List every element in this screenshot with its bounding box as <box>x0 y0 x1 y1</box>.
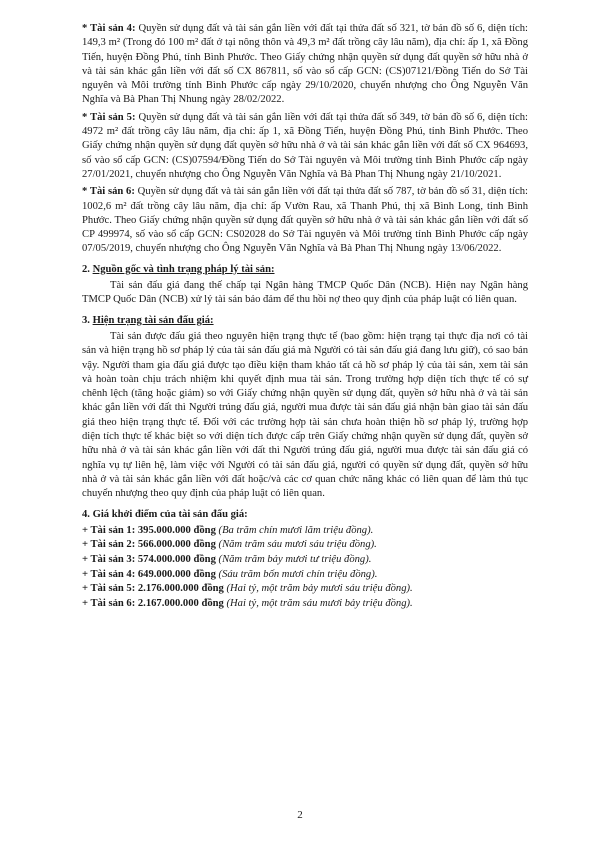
price-words: (Năm trăm bảy mươi tư triệu đồng). <box>215 553 372 565</box>
price-words: (Hai tỷ, một trăm bảy mươi sáu triệu đồng). <box>223 583 413 595</box>
price-words: (Sáu trăm bốn mươi chín triệu đồng). <box>215 568 378 580</box>
page-number: 2 <box>297 809 303 821</box>
asset-6-paragraph <box>82 185 528 256</box>
price-line-asset-6 <box>82 597 528 612</box>
section-3-body: Tài sản được đấu giá theo nguyên hiện trạng thực tế (bao gồm: hiện trạng tại thực địa nơi có tài sản và hiện trạng hồ sơ pháp lý của tài sản đấu giá mà Người có tài sản đấu giá đang lưu giữ), có sao bán vậy. Người tham gia đấu giá được tạo điều kiện tham khảo tất cả hồ sơ pháp lý của tài sản, xem tài sản và hoàn toàn chịu trách nhiệm khi quyết định mua tài sản. Trong trường hợp diện tích thực tế có sự chênh lệch (tăng hoặc giảm) so với Giấy chứng nhận quyền sử dụng đất, quyền sở hữu nhà ở và tài sản khác gắn liền với đất thì Người trúng đấu giá, người mua được tài sản đấu giá nhận bàn giao tài sản đấu giá theo hiện trạng thực tế. Đối với các trường hợp tài sản chưa hoàn thiện hồ sơ pháp lý, trường hợp diện tích thực tế khác biệt so với diện tích được cấp trên Giấy chứng nhận quyền sử dụng đất, quyền sở hữu nhà ở và tài sản khác gắn liền với đất thì Người trúng đấu giá, người mua được tài sản đấu giá có nghĩa vụ tự liên hệ, làm việc với Người có tài sản đấu giá, người có quyền sử dụng đất, quyền sở hữu nhà ở và tài sản khác gắn liền với đất hoặc/và các cơ quan chức năng khác có liên quan để làm thủ tục chuyển nhượng theo quy định của pháp luật có liên quan. <box>82 330 528 500</box>
asset-6-text: Quyền sử dụng đất và tài sản gắn liền với đất tại thửa đất số 787, tờ bản đồ số 31, diện tích: 1002,6 m² đất trồng cây lâu năm, địa chỉ: ấp Vườn Rau, xã Thanh Phú, thị xã Bình Long, tỉnh Bình Phước. Theo Giấy chứng nhận quyền sử dụng đất quyền sở hữu nhà ở và tài sản khác gắn liền với đất số CP 499974, số vào sổ cấp GCN: CS02028 do Sở Tài nguyên và Môi trường tỉnh Bình Phước cấp ngày 07/05/2019, chuyển nhượng cho Ông Nguyễn Văn Nghĩa và Bà Phan Thị Nhung ngày 13/06/2022. <box>82 186 528 255</box>
section-2-title: Nguồn gốc và tình trạng pháp lý tài sản: <box>92 263 275 275</box>
asset-5-paragraph <box>82 111 528 182</box>
price-line-asset-1 <box>82 524 528 539</box>
price-line-asset-3 <box>82 553 528 568</box>
price-label: + Tài sản 4: 649.000.000 đồng <box>82 568 216 580</box>
price-label: + Tài sản 3: 574.000.000 đồng <box>82 553 216 565</box>
price-label: + Tài sản 2: 566.000.000 đồng <box>82 539 216 551</box>
price-line-asset-4 <box>82 568 528 583</box>
asset-5-text: Quyền sử dụng đất và tài sản gắn liền với đất tại thửa đất số 349, tờ bản đồ số 6, diện tích: 4972 m² đất trồng cây lâu năm, địa chỉ: ấp 1, xã Đồng Tiến, huyện Đồng Phú, tỉnh Bình Phước. Theo Giấy chứng nhận quyền sử dụng đất quyền sở hữu nhà ở và tài sản khác gắn liền với đất số CX 964693, số vào sổ cấp GCN: (CS)07594/Đồng Tiến do Sở Tài nguyên và Môi trường tỉnh Bình Phước cấp ngày 27/01/2021, chuyển nhượng cho Ông Nguyễn Văn Nghĩa và Bà Phan Thị Nhung ngày 21/10/2021. <box>82 111 528 180</box>
section-2-body: Tài sản đấu giá đang thế chấp tại Ngân hàng TMCP Quốc Dân (NCB). Hiện nay Ngân hàng TMCP Quốc Dân (NCB) xử lý tài sản bảo đảm để thu hồi nợ theo quy định của pháp luật có liên quan. <box>82 280 528 306</box>
price-label: + Tài sản 6: 2.167.000.000 đồng <box>82 597 224 609</box>
section-2-heading <box>82 263 528 277</box>
asset-4-paragraph <box>82 22 528 108</box>
price-line-asset-5 <box>82 582 528 597</box>
section-3-title: Hiện trạng tài sản đấu giá: <box>92 314 214 326</box>
asset-4-label: * Tài sản 4: <box>82 23 136 34</box>
asset-6-label: * Tài sản 6: <box>82 186 135 198</box>
price-words: (Ba trăm chín mươi lăm triệu đồng). <box>215 524 374 536</box>
section-4-heading: 4. Giá khởi điểm của tài sản đấu giá: <box>82 508 248 520</box>
price-words: (Hai tỷ, một trăm sáu mươi bảy triệu đồng). <box>223 597 413 609</box>
section-2-number: 2. <box>82 263 93 275</box>
price-words: (Năm trăm sáu mươi sáu triệu đồng). <box>215 539 377 551</box>
price-label: + Tài sản 1: 395.000.000 đồng <box>82 524 216 536</box>
section-3-number: 3. <box>82 314 93 326</box>
section-3-heading <box>82 314 528 328</box>
price-list <box>82 524 528 612</box>
price-label: + Tài sản 5: 2.176.000.000 đồng <box>82 583 224 595</box>
asset-5-label: * Tài sản 5: <box>82 111 136 123</box>
price-line-asset-2 <box>82 538 528 553</box>
asset-4-text: Quyền sử dụng đất và tài sản gắn liền với đất tại thửa đất số 321, tờ bản đồ số 6, diện tích: 149,3 m² (Trong đó 100 m² đất ở tại nông thôn và 49,3 m² đất trồng cây lâu năm), địa chỉ: ấp 1, xã Đồng Tiến, huyện Đồng Phú, tỉnh Bình Phước. Theo Giấy chứng nhận quyền sử dụng đất quyền sở hữu nhà ở và tài sản khác gắn liền với đất số CX 867811, số vào sổ cấp GCN: (CS)07121/Đồng Tiến do Sở Tài nguyên và Môi trường tỉnh Bình Phước cấp ngày 29/10/2020, chuyển nhượng cho Ông Nguyễn Văn Nghĩa và Bà Phan Thị Nhung ngày 28/02/2022. <box>82 23 528 106</box>
